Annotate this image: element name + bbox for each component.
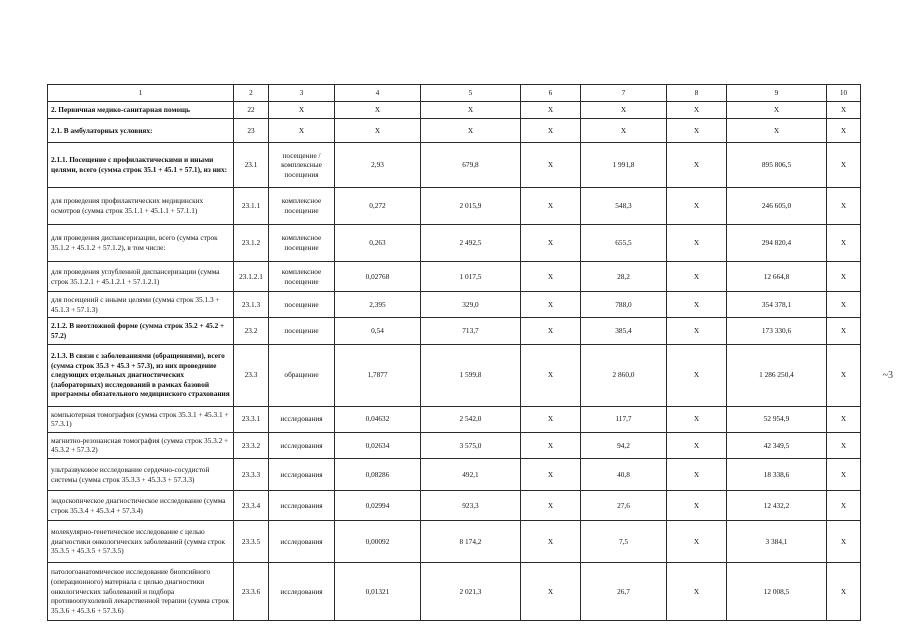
- row-value-col6: X: [521, 292, 581, 318]
- table-row: [48, 292, 861, 318]
- row-value-col10: X: [827, 459, 861, 491]
- row-value-col4: 0,00092: [335, 521, 421, 563]
- row-value-col10: X: [827, 102, 861, 119]
- row-value-col9: 42 349,5: [727, 432, 827, 458]
- row-value-col10: X: [827, 521, 861, 563]
- row-value-col10: X: [827, 318, 861, 344]
- row-value-col4: 0,54: [335, 318, 421, 344]
- row-value-col8: X: [667, 188, 727, 225]
- row-value-col8: X: [667, 563, 727, 621]
- table-row: [48, 563, 861, 621]
- row-value-col5: 3 575,0: [421, 432, 521, 458]
- row-label: 2.1.3. В связи с заболеваниями (обращениями), всего (сумма строк 35.3 + 45.3 + 57.3), из них проведение следующих отдельных диагностических (лабораторных) исследований в рамках базовой программы обязательного медицинского страхования: [48, 344, 234, 406]
- row-value-col6: X: [521, 119, 581, 143]
- row-value-col4: 0,272: [335, 188, 421, 225]
- row-value-col6: X: [521, 563, 581, 621]
- row-value-col8: X: [667, 344, 727, 406]
- row-value-col9: X: [727, 102, 827, 119]
- row-unit: исследования: [269, 459, 335, 491]
- row-value-col4: 0,02994: [335, 491, 421, 521]
- row-value-col10: X: [827, 344, 861, 406]
- row-value-col7: 2 860,0: [581, 344, 667, 406]
- row-code: 23.1.2: [234, 225, 269, 262]
- column-number-2: 2: [234, 85, 269, 102]
- row-value-col5: 2 021,3: [421, 563, 521, 621]
- row-label: 2.1. В амбулаторных условиях:: [48, 119, 234, 143]
- row-value-col7: 7,5: [581, 521, 667, 563]
- row-value-col10: X: [827, 119, 861, 143]
- row-label: для проведения профилактических медицинских осмотров (сумма строк 35.1.1 + 45.1.1 + 57.1.1): [48, 188, 234, 225]
- row-unit: посещение / комплексные посещения: [269, 143, 335, 188]
- row-value-col6: X: [521, 491, 581, 521]
- row-unit: исследования: [269, 491, 335, 521]
- table-row: [48, 225, 861, 262]
- row-value-col5: X: [421, 102, 521, 119]
- row-label: 2.1.2. В неотложной форме (сумма строк 35.2 + 45.2 + 57.2): [48, 318, 234, 344]
- table-row: [48, 432, 861, 458]
- row-value-col10: X: [827, 491, 861, 521]
- row-value-col7: 40,8: [581, 459, 667, 491]
- row-unit: X: [269, 102, 335, 119]
- row-value-col8: X: [667, 262, 727, 292]
- row-unit: исследования: [269, 406, 335, 432]
- row-value-col7: 1 991,8: [581, 143, 667, 188]
- row-label: эндоскопическое диагностическое исследование (сумма строк 35.3.4 + 45.3.4 + 57.3.4): [48, 491, 234, 521]
- row-code: 23: [234, 119, 269, 143]
- column-number-10: 10: [827, 85, 861, 102]
- row-value-col6: X: [521, 432, 581, 458]
- row-value-col9: 173 330,6: [727, 318, 827, 344]
- row-value-col5: 329,0: [421, 292, 521, 318]
- row-value-col5: 713,7: [421, 318, 521, 344]
- row-code: 23.1.2.1: [234, 262, 269, 292]
- row-label: патологоанатомическое исследование биопсийного (операционного) материала с целью диагностики онкологических заболеваний и подбора противоопухолевой лекарственной терапии (сумма строк 35.3.6 + 45.3.6 + 57.3.6): [48, 563, 234, 621]
- row-value-col9: 354 378,1: [727, 292, 827, 318]
- data-table: [47, 84, 861, 621]
- column-number-1: 1: [48, 85, 234, 102]
- row-label: магнитно-резонансная томография (сумма строк 35.3.2 + 45.3.2 + 57.3.2): [48, 432, 234, 458]
- row-code: 23.3.2: [234, 432, 269, 458]
- row-value-col4: 0,263: [335, 225, 421, 262]
- row-value-col8: X: [667, 432, 727, 458]
- row-value-col5: 2 015,9: [421, 188, 521, 225]
- table-row: [48, 102, 861, 119]
- row-value-col6: X: [521, 188, 581, 225]
- row-value-col6: X: [521, 406, 581, 432]
- row-value-col9: 12 432,2: [727, 491, 827, 521]
- row-value-col5: 2 542,0: [421, 406, 521, 432]
- row-value-col7: 788,0: [581, 292, 667, 318]
- row-unit: комплексное посещение: [269, 262, 335, 292]
- table-row: [48, 459, 861, 491]
- row-value-col5: 923,3: [421, 491, 521, 521]
- table-row: [48, 344, 861, 406]
- margin-annotation: ~3: [882, 370, 893, 381]
- table-row: [48, 188, 861, 225]
- row-value-col9: 1 286 250,4: [727, 344, 827, 406]
- row-code: 23.3.5: [234, 521, 269, 563]
- row-value-col4: 0,02634: [335, 432, 421, 458]
- row-code: 23.3.6: [234, 563, 269, 621]
- row-value-col10: X: [827, 262, 861, 292]
- row-unit: X: [269, 119, 335, 143]
- table-body: [48, 85, 861, 621]
- row-value-col7: 94,2: [581, 432, 667, 458]
- row-value-col9: 3 384,1: [727, 521, 827, 563]
- row-value-col4: X: [335, 119, 421, 143]
- row-value-col7: X: [581, 119, 667, 143]
- table-header-row: [48, 85, 861, 102]
- row-value-col10: X: [827, 432, 861, 458]
- row-value-col9: 895 806,5: [727, 143, 827, 188]
- row-value-col6: X: [521, 143, 581, 188]
- row-value-col7: 548,3: [581, 188, 667, 225]
- table-row: [48, 143, 861, 188]
- row-value-col7: 27,6: [581, 491, 667, 521]
- row-label: для посещений с иными целями (сумма строк 35.1.3 + 45.1.3 + 57.1.3): [48, 292, 234, 318]
- row-code: 23.1: [234, 143, 269, 188]
- row-value-col10: X: [827, 188, 861, 225]
- row-value-col8: X: [667, 521, 727, 563]
- row-value-col9: 246 605,0: [727, 188, 827, 225]
- row-label: 2.1.1. Посещение с профилактическими и иными целями, всего (сумма строк 35.1 + 45.1 + 57.1), из них:: [48, 143, 234, 188]
- row-value-col8: X: [667, 491, 727, 521]
- table-row: [48, 318, 861, 344]
- row-value-col5: 679,8: [421, 143, 521, 188]
- row-value-col5: 2 492,5: [421, 225, 521, 262]
- row-code: 23.1.3: [234, 292, 269, 318]
- table-row: [48, 262, 861, 292]
- row-value-col6: X: [521, 521, 581, 563]
- column-number-9: 9: [727, 85, 827, 102]
- row-value-col10: X: [827, 292, 861, 318]
- row-value-col9: 12 664,8: [727, 262, 827, 292]
- row-value-col8: X: [667, 102, 727, 119]
- row-value-col8: X: [667, 119, 727, 143]
- row-value-col8: X: [667, 406, 727, 432]
- row-label: молекулярно-генетическое исследование с целью диагностики онкологических заболеваний (сумма строк 35.3.5 + 45.3.5 + 57.3.5): [48, 521, 234, 563]
- row-code: 22: [234, 102, 269, 119]
- row-value-col5: X: [421, 119, 521, 143]
- row-value-col10: X: [827, 563, 861, 621]
- row-value-col4: 1,7877: [335, 344, 421, 406]
- column-number-7: 7: [581, 85, 667, 102]
- table-row: [48, 521, 861, 563]
- row-value-col4: 0,04632: [335, 406, 421, 432]
- row-value-col9: 294 820,4: [727, 225, 827, 262]
- row-value-col7: 26,7: [581, 563, 667, 621]
- row-label: 2. Первичная медико-санитарная помощь: [48, 102, 234, 119]
- row-code: 23.2: [234, 318, 269, 344]
- row-value-col5: 1 599,8: [421, 344, 521, 406]
- row-value-col6: X: [521, 459, 581, 491]
- column-number-3: 3: [269, 85, 335, 102]
- row-unit: исследования: [269, 563, 335, 621]
- row-label: для проведения углубленной диспансеризации (сумма строк 35.1.2.1 + 45.1.2.1 + 57.1.2.1): [48, 262, 234, 292]
- row-value-col5: 8 174,2: [421, 521, 521, 563]
- column-number-8: 8: [667, 85, 727, 102]
- row-unit: комплексное посещение: [269, 225, 335, 262]
- row-value-col4: 0,08286: [335, 459, 421, 491]
- row-value-col10: X: [827, 143, 861, 188]
- row-label: для проведения диспансеризации, всего (сумма строк 35.1.2 + 45.1.2 + 57.1.2), в том числе:: [48, 225, 234, 262]
- row-value-col6: X: [521, 102, 581, 119]
- row-value-col7: 385,4: [581, 318, 667, 344]
- row-value-col8: X: [667, 292, 727, 318]
- row-code: 23.1.1: [234, 188, 269, 225]
- row-value-col5: 492,1: [421, 459, 521, 491]
- row-value-col10: X: [827, 406, 861, 432]
- row-value-col9: 52 954,9: [727, 406, 827, 432]
- row-value-col4: X: [335, 102, 421, 119]
- row-value-col6: X: [521, 225, 581, 262]
- row-value-col6: X: [521, 262, 581, 292]
- row-value-col9: 18 338,6: [727, 459, 827, 491]
- row-value-col8: X: [667, 318, 727, 344]
- table-row: [48, 119, 861, 143]
- table-row: [48, 406, 861, 432]
- row-code: 23.3.3: [234, 459, 269, 491]
- row-value-col7: 655,5: [581, 225, 667, 262]
- row-value-col4: 0,01321: [335, 563, 421, 621]
- row-value-col9: 12 008,5: [727, 563, 827, 621]
- row-value-col8: X: [667, 143, 727, 188]
- row-unit: исследования: [269, 432, 335, 458]
- row-value-col10: X: [827, 225, 861, 262]
- row-code: 23.3: [234, 344, 269, 406]
- row-value-col6: X: [521, 344, 581, 406]
- row-label: ультразвуковое исследование сердечно-сосудистой системы (сумма строк 35.3.3 + 45.3.3 + 57.3.3): [48, 459, 234, 491]
- row-unit: посещение: [269, 292, 335, 318]
- row-value-col6: X: [521, 318, 581, 344]
- row-value-col4: 0,02768: [335, 262, 421, 292]
- row-label: компьютерная томография (сумма строк 35.3.1 + 45.3.1 + 57.3.1): [48, 406, 234, 432]
- table-row: [48, 491, 861, 521]
- row-value-col8: X: [667, 225, 727, 262]
- row-unit: обращение: [269, 344, 335, 406]
- column-number-4: 4: [335, 85, 421, 102]
- row-value-col5: 1 017,5: [421, 262, 521, 292]
- column-number-5: 5: [421, 85, 521, 102]
- row-value-col4: 2,93: [335, 143, 421, 188]
- row-value-col7: 28,2: [581, 262, 667, 292]
- row-value-col9: X: [727, 119, 827, 143]
- row-code: 23.3.1: [234, 406, 269, 432]
- column-number-6: 6: [521, 85, 581, 102]
- row-code: 23.3.4: [234, 491, 269, 521]
- row-unit: комплексное посещение: [269, 188, 335, 225]
- row-unit: посещение: [269, 318, 335, 344]
- row-value-col7: 117,7: [581, 406, 667, 432]
- row-value-col7: X: [581, 102, 667, 119]
- row-unit: исследования: [269, 521, 335, 563]
- row-value-col4: 2,395: [335, 292, 421, 318]
- row-value-col8: X: [667, 459, 727, 491]
- table-container: [47, 84, 860, 621]
